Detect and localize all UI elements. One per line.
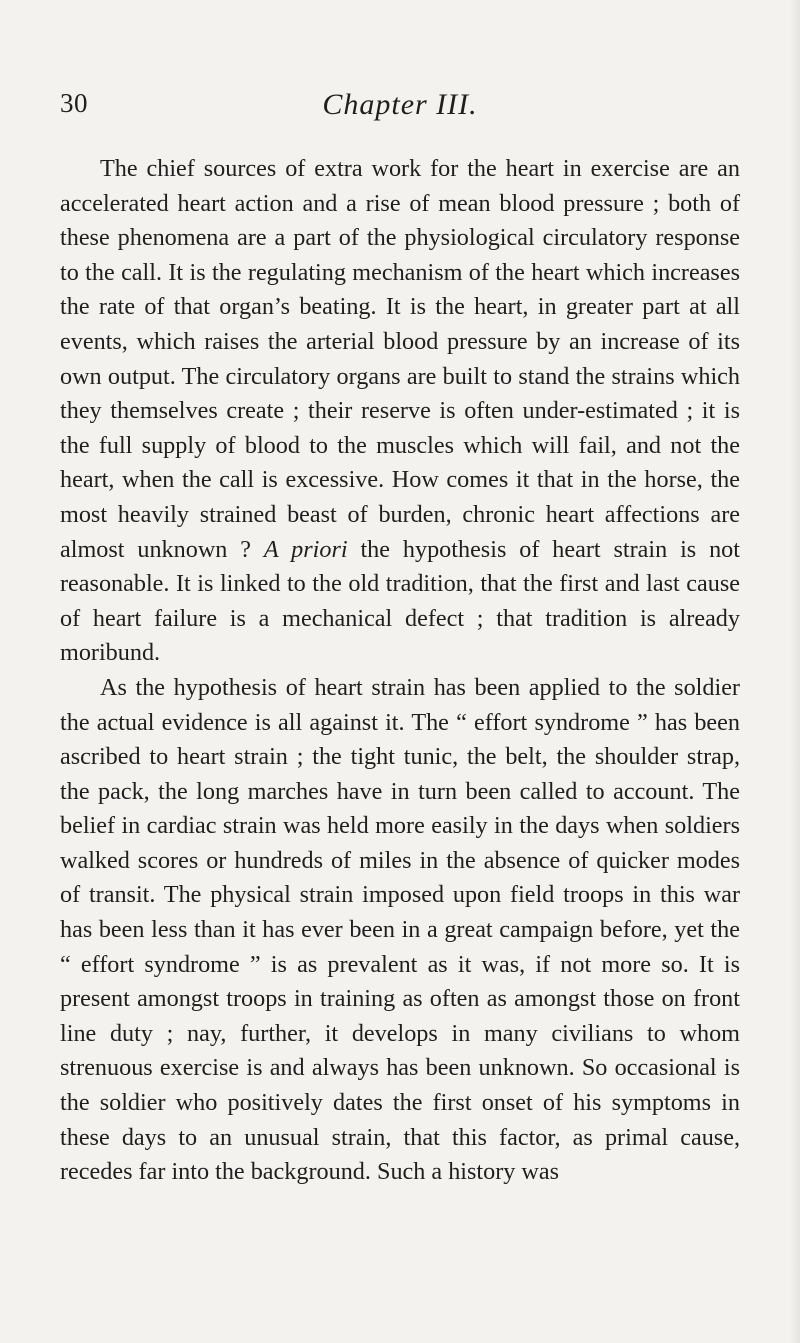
paragraph-1-text: The chief sources of extra work for the heart in exercise are an accelerated heart action and a rise of mean blood pressure ; both of these phenomena are a part of the physiological circulatory response to the call. It is the regulating mechanism of the heart which increases the rate of that organ’s beating. It is the heart, in greater part at all events, which raises the arterial blood pressure by an increase of its own output. The circulatory organs are built to stand the strains which they themselves create ; their reserve is often under-estimated ; it is the full supply of blood to the muscles which will fail, and not the heart, when the call is excessive. How comes it that in the horse, the most heavily strained beast of burden, chronic heart affections are almost unknown ? bbox=[60, 155, 740, 563]
page-number: 30 bbox=[60, 88, 88, 118]
italic-phrase: A priori bbox=[263, 535, 348, 563]
paragraph-2: As the hypothesis of heart strain has been applied to the soldier the actual evidence is all against it. The “ effort syndrome ” has been ascribed to heart strain ; the tight tunic, the belt, the shoulder strap, the pack, the long marches have in turn been called to account. The belief in cardiac strain was held more easily in the days when soldiers walked scores or hundreds of miles in the absence of quicker modes of transit. The physical strain imposed upon field troops in this war has been less than it has ever been in a great campaign before, yet the “ effort syndrome ” is as prevalent as it was, if not more so. It is present amongst troops in training as often as amongst those on front line duty ; nay, further, it develops in many civilians to whom strenuous exercise is and always has been unknown. So occasional is the soldier who positively dates the first onset of his symptoms in these days to an unusual strain, that this factor, as primal cause, recedes far into the background. Such a history was bbox=[60, 673, 740, 1186]
body-text bbox=[60, 152, 740, 1190]
page-header bbox=[60, 88, 740, 128]
paragraph-1-continuation: the hypothesis of heart strain is not reasonable. It is linked to the old tradition, that the first and last cause of heart failure is a mechanical defect ; that tradition is already moribund. bbox=[60, 535, 740, 667]
page-edge-shadow bbox=[790, 0, 800, 1343]
running-title: Chapter III. bbox=[322, 88, 478, 121]
paragraph-1 bbox=[60, 152, 740, 671]
